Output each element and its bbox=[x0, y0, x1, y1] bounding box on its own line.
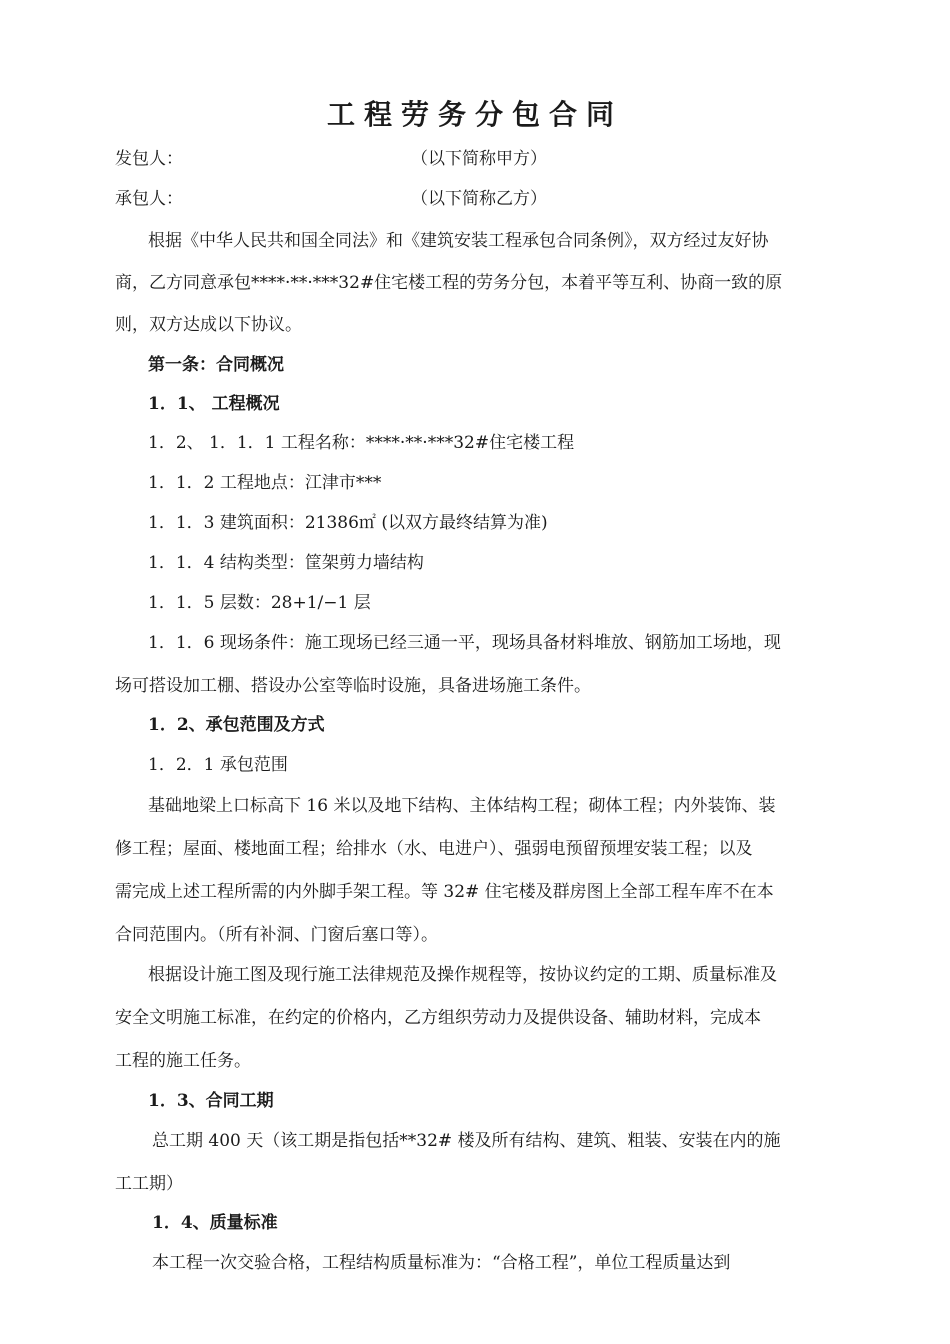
section-1-1-heading: 1．1、 工程概况 bbox=[148, 394, 280, 414]
preamble-line-3: 则，双方达成以下协议。 bbox=[115, 315, 302, 335]
building-area-item: 1．1．3 建筑面积：21386㎡ (以双方最终结算为准) bbox=[148, 513, 548, 533]
article-1-heading: 第一条：合同概况 bbox=[148, 355, 284, 375]
contractor-line bbox=[115, 188, 547, 210]
method-line-2: 安全文明施工标准，在约定的价格内，乙方组织劳动力及提供设备、辅助材料，完成本 bbox=[115, 1008, 761, 1028]
scope-line-1: 基础地梁上口标高下 16 米以及地下结构、主体结构工程；砌体工程；内外装饰、装 bbox=[148, 796, 776, 816]
preamble-line-1: 根据《中华人民共和国全同法》和《建筑安装工程承包合同条例》，双方经过友好协 bbox=[148, 231, 769, 251]
site-conditions-line-1: 1．1．6 现场条件：施工现场已经三通一平，现场具备材料堆放、钢筋加工场地，现 bbox=[148, 633, 781, 653]
preamble-line-2: 商，乙方同意承包****·**·***32#住宅楼工程的劳务分包，本着平等互利、协商一致的原 bbox=[115, 273, 783, 293]
method-line-3: 工程的施工任务。 bbox=[115, 1051, 251, 1071]
document-title: 工程劳务分包合同 bbox=[326, 98, 623, 131]
scope-line-3: 需完成上述工程所需的内外脚手架工程。等 32# 住宅楼及群房图上全部工程车库不在本 bbox=[115, 882, 774, 902]
structure-type-item: 1．1．4 结构类型：筐架剪力墙结构 bbox=[148, 553, 424, 573]
period-line-2: 工工期） bbox=[115, 1174, 183, 1194]
floor-count-item: 1．1．5 层数：28+1/−1 层 bbox=[148, 593, 371, 613]
section-1-2-heading: 1．2、承包范围及方式 bbox=[148, 715, 325, 735]
scope-subheading: 1．2．1 承包范围 bbox=[148, 755, 288, 775]
method-line-1: 根据设计施工图及现行施工法律规范及操作规程等，按协议约定的工期、质量标准及 bbox=[148, 965, 777, 985]
contractor-label: 承包人： bbox=[115, 189, 183, 209]
period-line-1: 总工期 400 天（该工期是指包括**32# 楼及所有结构、建筑、粗装、安装在内的施 bbox=[152, 1131, 781, 1151]
scope-line-2: 修工程；屋面、楼地面工程；给排水（水、电进户）、强弱电预留预埋安装工程；以及 bbox=[115, 839, 753, 859]
project-name-item: 1．2、 1．1．1 工程名称：****·**·***32#住宅楼工程 bbox=[148, 433, 575, 453]
employer-label: 发包人： bbox=[115, 149, 183, 169]
site-conditions-line-2: 场可搭设加工棚、搭设办公室等临时设施，具备进场施工条件。 bbox=[115, 676, 591, 696]
employer-alias: （以下简称甲方） bbox=[411, 149, 547, 169]
quality-line-1: 本工程一次交验合格，工程结构质量标准为：“合格工程”，单位工程质量达到 bbox=[152, 1253, 731, 1273]
project-location-item: 1．1．2 工程地点：江津市*** bbox=[148, 473, 382, 493]
section-1-3-heading: 1．3、合同工期 bbox=[148, 1091, 274, 1111]
contractor-alias: （以下简称乙方） bbox=[411, 189, 547, 209]
scope-line-4: 合同范围内。（所有补洞、门窗后塞口等）。 bbox=[115, 925, 438, 945]
employer-line bbox=[115, 148, 547, 170]
section-1-4-heading: 1．4、质量标准 bbox=[152, 1213, 278, 1233]
